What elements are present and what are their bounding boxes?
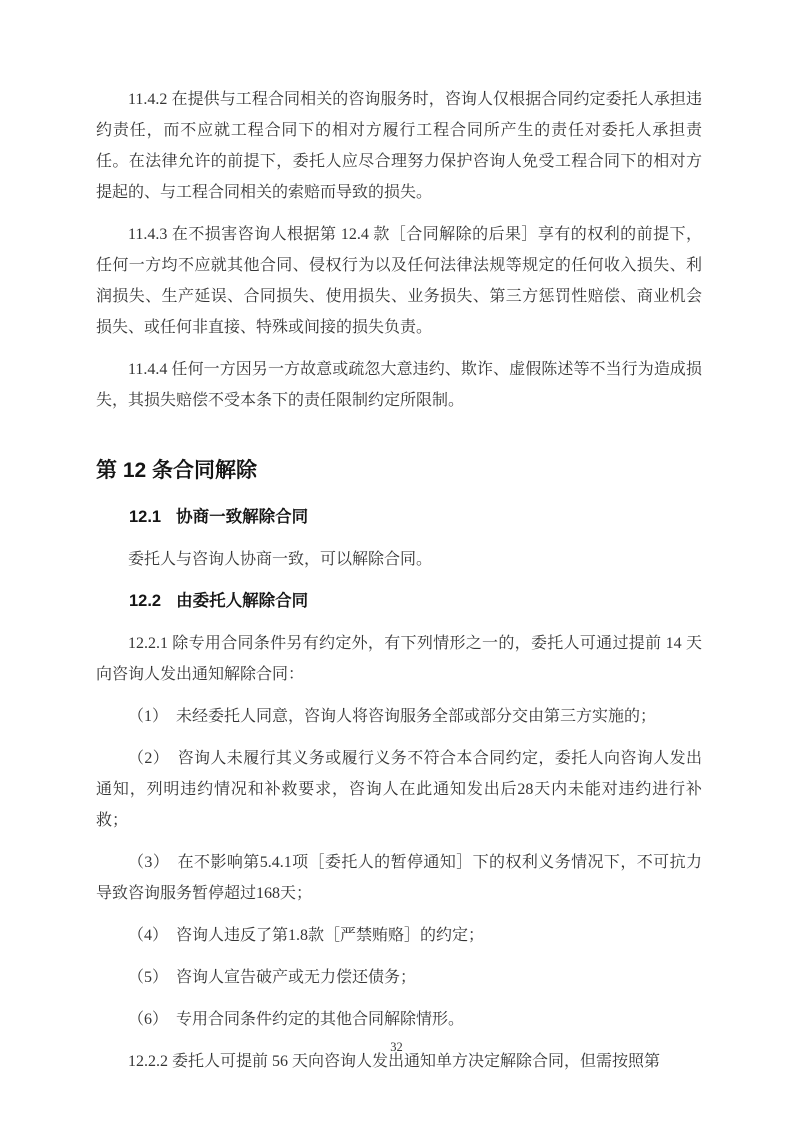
clause-12-2-2: 12.2.2 委托人可提前 56 天向咨询人发出通知单方决定解除合同，但需按照第 xyxy=(128,1053,661,1070)
section-12-1-heading xyxy=(96,502,702,533)
section-12-1-body: 委托人与咨询人协商一致，可以解除合同。 xyxy=(128,551,433,568)
section-12-1-title: 协商一致解除合同 xyxy=(176,508,309,526)
document-body xyxy=(96,84,702,1088)
list-item-5: （5） 咨询人宣告破产或无力偿还债务； xyxy=(128,969,417,986)
list-item-4: （4） 咨询人违反了第1.8款［严禁贿赂］的约定； xyxy=(128,927,485,944)
section-12-1-number: 12.1 xyxy=(129,508,162,526)
list-item-2: （2） 咨询人未履行其义务或履行义务不符合本合同约定，委托人向咨询人发出通知，列明违约情况和补救要求，咨询人在此通知发出后28天内未能对违约进行补救； xyxy=(96,750,702,829)
clause-11-4-4: 11.4.4 任何一方因另一方故意或疏忽大意违约、欺诈、虚假陈述等不当行为造成损失，其损失赔偿不受本条下的责任限制约定所限制。 xyxy=(96,361,702,409)
list-item-3: （3） 在不影响第5.4.1项［委托人的暂停通知］下的权利义务情况下，不可抗力导致咨询服务暂停超过168天； xyxy=(96,854,702,902)
article-12-heading: 第 12 条合同解除 xyxy=(96,459,258,482)
clause-11-4-3: 11.4.3 在不损害咨询人根据第 12.4 款［合同解除的后果］享有的权利的前提下，任何一方均不应就其他合同、侵权行为以及任何法律法规等规定的任何收入损失、利润损失、生产延误、合同损失、使用损失、业务损失、第三方惩罚性赔偿、商业机会损失、或任何非直接、特殊或间接的损失负责。 xyxy=(96,226,702,336)
list-item-1: （1） 未经委托人同意，咨询人将咨询服务全部或部分交由第三方实施的； xyxy=(128,708,657,725)
section-12-2-heading xyxy=(96,586,702,617)
clause-11-4-2: 11.4.2 在提供与工程合同相关的咨询服务时，咨询人仅根据合同约定委托人承担违约责任，而不应就工程合同下的相对方履行工程合同所产生的责任对委托人承担责任。在法律允许的前提下，委托人应尽合理努力保护咨询人免受工程合同下的相对方提起的、与工程合同相关的索赔而导致的损失。 xyxy=(96,91,702,201)
page-number: 32 xyxy=(390,1040,403,1054)
section-12-2-number: 12.2 xyxy=(129,592,162,610)
clause-12-2-1: 12.2.1 除专用合同条件另有约定外，有下列情形之一的，委托人可通过提前 14 天向咨询人发出通知解除合同： xyxy=(96,635,702,683)
section-12-2-title: 由委托人解除合同 xyxy=(176,592,309,610)
page-footer xyxy=(0,1038,793,1056)
list-item-6: （6） 专用合同条件约定的其他合同解除情形。 xyxy=(128,1011,465,1028)
